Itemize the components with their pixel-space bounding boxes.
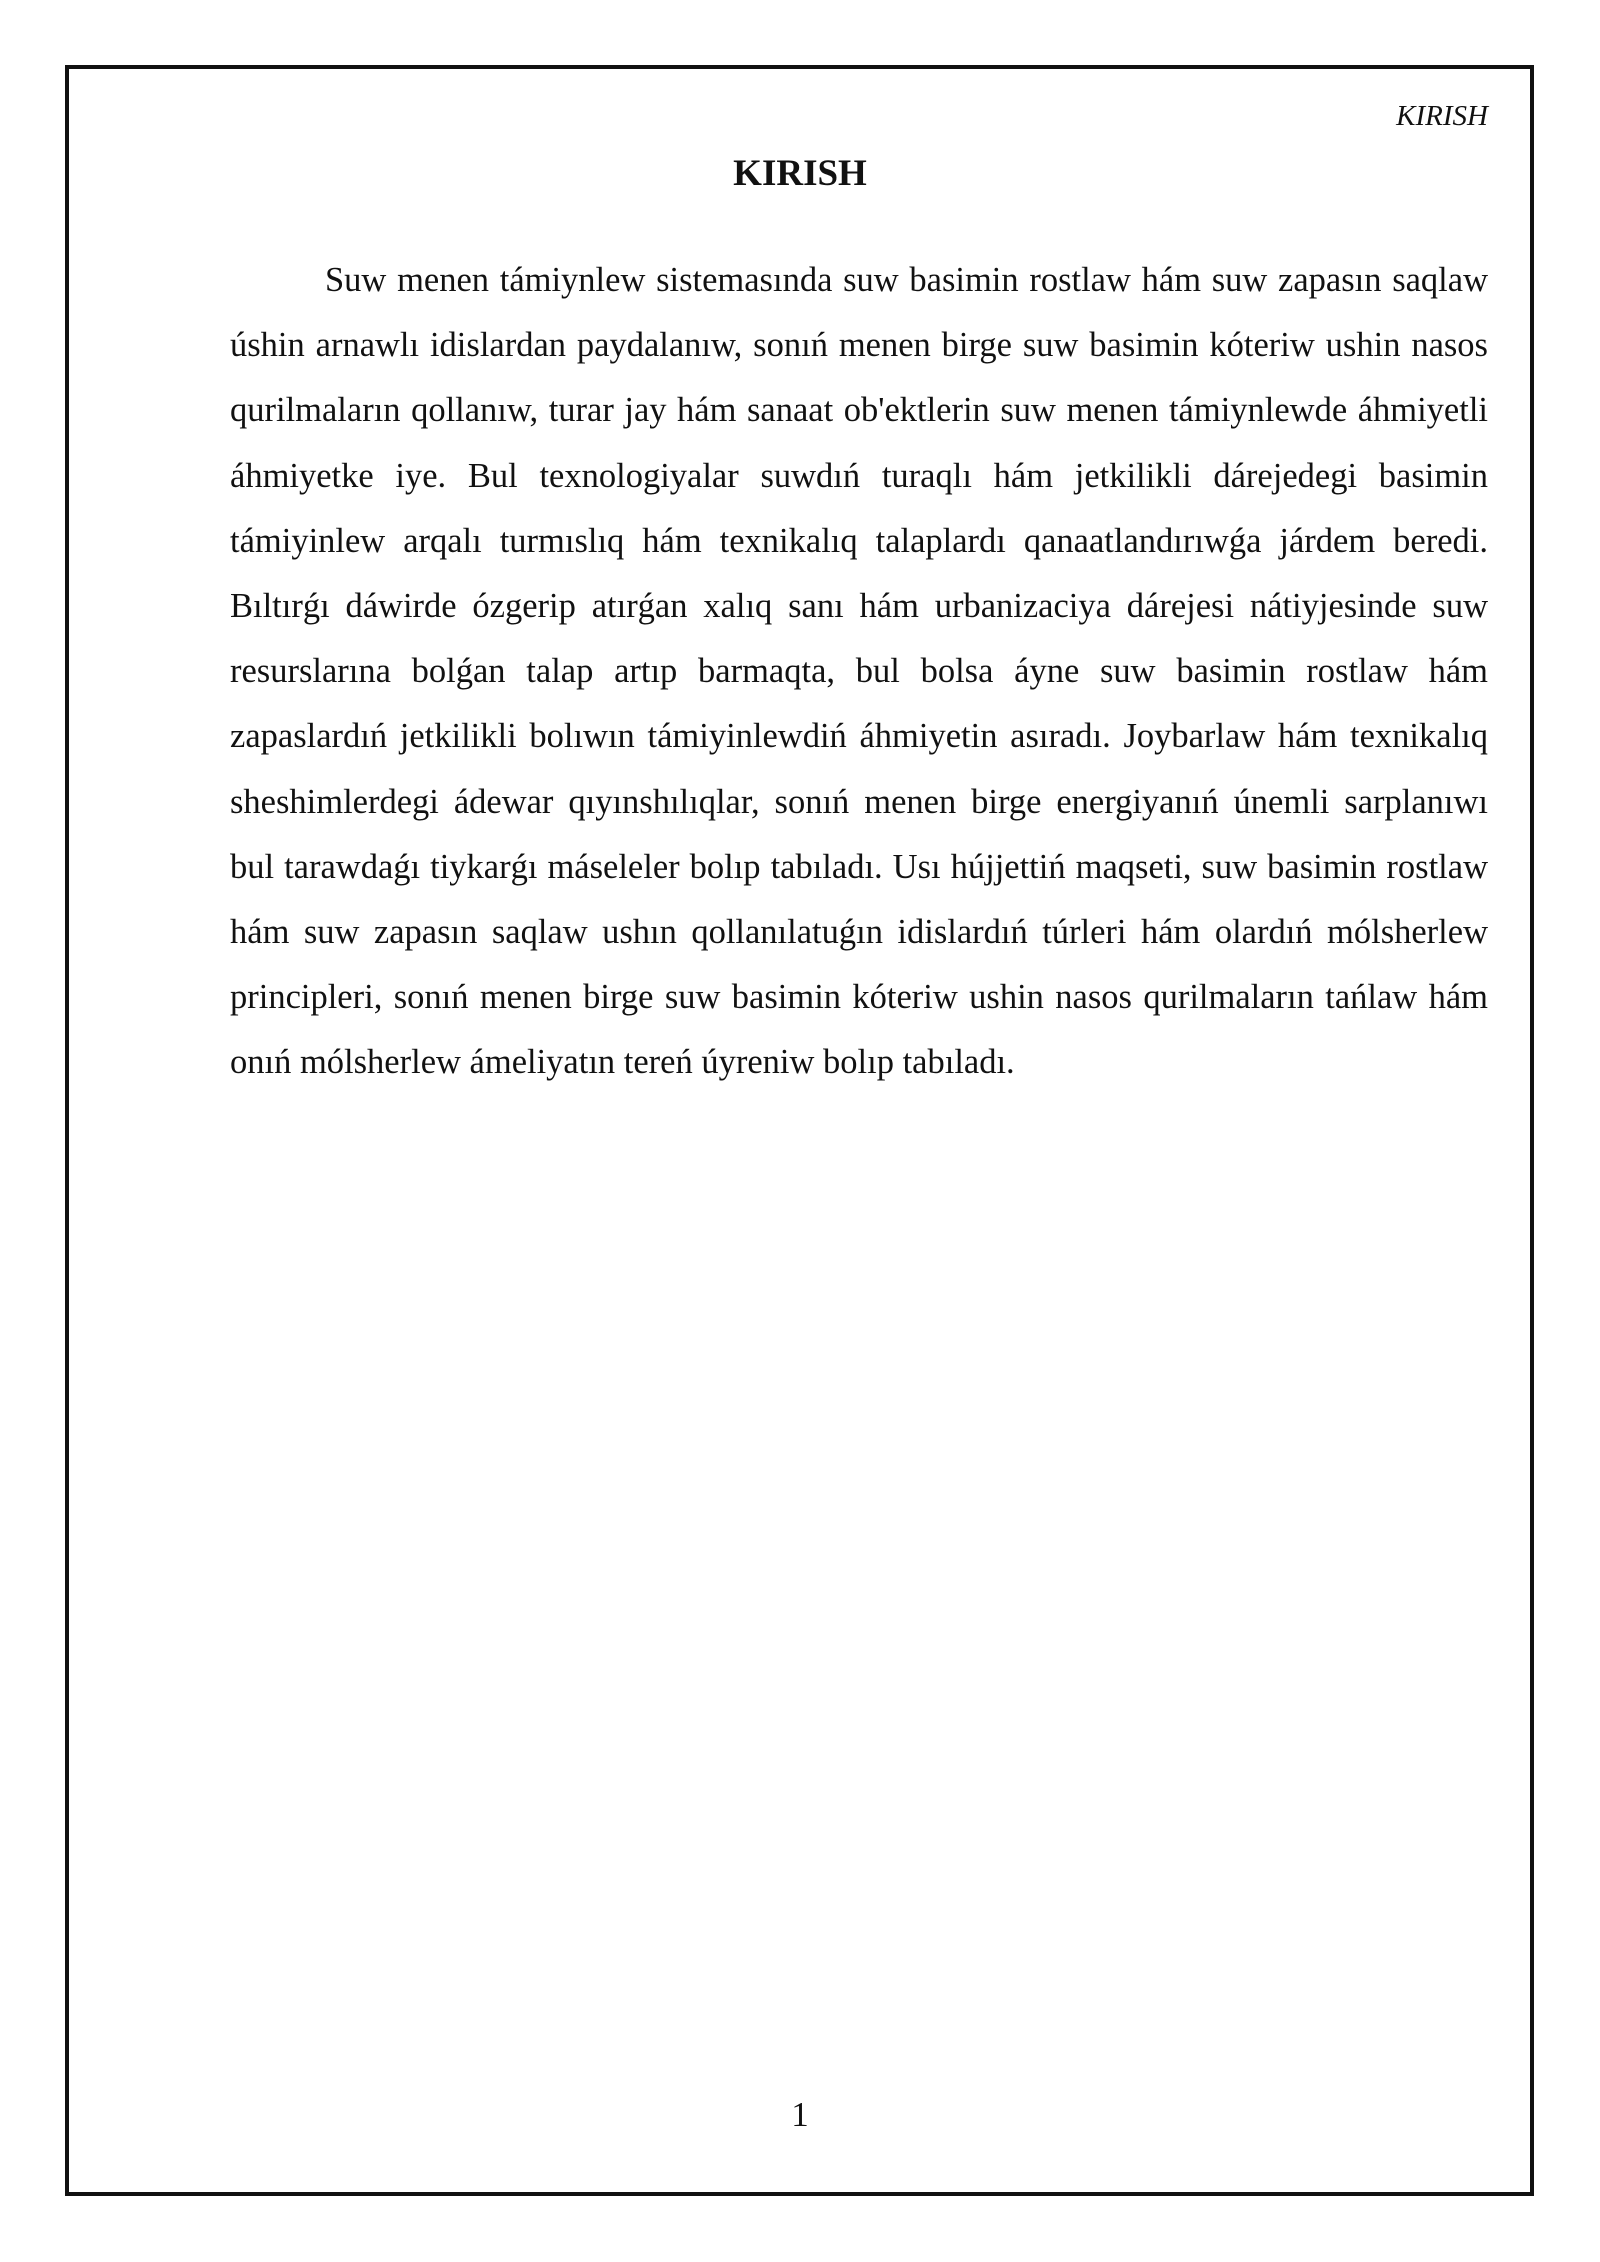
running-header: KIRISH [1396,100,1488,132]
section-title: KIRISH [733,153,867,194]
body-paragraph: Suw menen támiynlew sistemasında suw basimin rostlaw hám suw zapasın saqlaw úshin arnawlı idislardan paydalanıw, sonıń menen birge suw basimin kóteriw ushin nasos qurilmaların qollanıw, turar jay hám sanaat ob'ektlerin suw menen támiynlewde áhmiyetli áhmiyetke iye. Bul texnologiyalar suwdıń turaqlı hám jetkilikli dárejedegi basimin támiyinlew arqalı turmıslıq hám texnikalıq talaplardı qanaatlandırıwǵa járdem beredi. Bıltırǵı dáwirde ózgerip atırǵan xalıq sanı hám urbanizaciya dárejesi nátiyjesinde suw resurslarına bolǵan talap artıp barmaqta, bul bolsa áyne suw basimin rostlaw hám zapaslardıń jetkilikli bolıwın támiyinlewdiń áhmiyetin asıradı. Joybarlaw hám texnikalıq sheshimlerdegi ádewar qıyınshılıqlar, sonıń menen birge energiyanıń únemli sarplanıwı bul tarawdaǵı tiykarǵı máseleler bolıp tabıladı. Usı hújjettiń maqseti, suw basimin rostlaw hám suw zapasın saqlaw ushın qollanılatuǵın idislardıń túrleri hám olardıń mólsherlew principleri, sonıń menen birge suw basimin kóteriw ushin nasos qurilmaların tańlaw hám onıń mólsherlew ámeliyatın tereń úyreniw bolıp tabıladı. [230,261,1488,1082]
page-number: 1 [791,2095,809,2134]
